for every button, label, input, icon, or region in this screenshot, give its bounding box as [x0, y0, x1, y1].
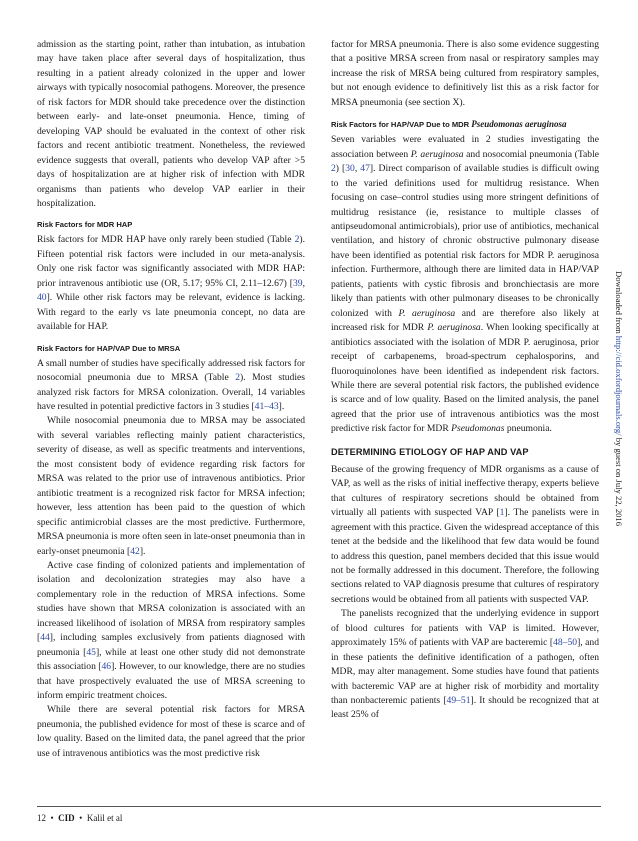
download-margin-note: Downloaded from http://cid.oxfordjournals.org/ by guest on July 22, 2016: [614, 271, 624, 527]
subsection-heading-mrsa: Risk Factors for HAP/VAP Due to MRSA: [37, 343, 181, 353]
paragraph: Seven variables were evaluated in 2 studies investigating the association between P. aeruginosa and nosocomial pneumonia (Table 2) [30, 47]. Direct comparison of available studies is difficult owing to the varied definitions used for multidrug resistance. When focusing on case–control studies using more stringent definitions of multidrug resistance (ie, resistance to multiple classes of antipseudomonal antimicrobials), prior use of antibiotics, mechanical ventilation, and history of chronic obstructive pulmonary disease have been identified as potential risk factors for MDR P. aeruginosa infection. Furthermore, although there are limited data in HAP/VAP patients, patients with cystic fibrosis and bronchiectasis are more likely than patients with other pulmonary diseases to be chronically colonized with P. aeruginosa and are therefore also likely at increased risk for MDR P. aeruginosa. When looking specifically at antibiotics associated with the isolation of MDR P. aeruginosa, prior receipt of carbapenems, broad-spectrum cephalosporins, and fluoroquinolones have been identified as independent risk factors. While there are several potential risk factors, the published evidence is scarce and of low quality. Based on the limited analysis, the panel agreed that the prior use of intravenous antibiotics was the most predictive risk factor for MDR Pseudomonas pneumonia.: [331, 134, 600, 435]
citation-link[interactable]: 1: [499, 507, 505, 519]
paragraph: While there are several potential risk factors for MRSA pneumonia, the published evidence for most of these is scarce and of low quality. Based on the limited data, the panel agreed that the prior use of intravenous antibiotics was the most predictive risk: [37, 704, 305, 759]
subsection-heading-mdr-hap: Risk Factors for MDR HAP: [37, 220, 133, 230]
citation-link[interactable]: 39: [293, 277, 303, 289]
footer-bullet: •: [79, 813, 83, 823]
left-column: [37, 38, 305, 761]
subsection-heading-pseudomonas: Risk Factors for HAP/VAP Due to MDR Pseudomonas aeruginosa: [331, 119, 567, 130]
right-column: [331, 38, 599, 723]
page-number: 12: [37, 813, 46, 823]
citation-link[interactable]: 41–43: [254, 400, 279, 412]
table-link[interactable]: 2: [331, 163, 336, 175]
citation-link[interactable]: 42: [130, 545, 140, 557]
table-link[interactable]: 2: [294, 234, 300, 246]
citation-link[interactable]: 44: [40, 632, 50, 644]
citation-link[interactable]: 47: [360, 163, 370, 175]
journal-site-link[interactable]: http://cid.oxfordjournals.org/: [614, 335, 624, 436]
table-link[interactable]: 2: [235, 372, 241, 384]
citation-link[interactable]: 40: [37, 292, 47, 304]
running-authors: Kalil et al: [86, 813, 123, 823]
journal-name: CID: [58, 813, 75, 823]
citation-link[interactable]: 49–51: [446, 695, 471, 707]
paragraph: Risk factors for MDR HAP have only rarely been studied (Table 2). Fifteen potential risk factors were included in our meta-analysis. Only one risk factor was significantly associated with MDR HAP: prior intravenous antibiotic use (OR, 5.17; 95% CI, 2.11–12.67) [39, 40]. While other risk factors may be relevant, evidence is lacking. With regard to the early vs late pneumonia concept, no data are available for HAP.: [37, 234, 305, 333]
paragraph: Active case finding of colonized patients and implementation of isolation and decolonization strategies may also have a complementary role in the reduction of MRSA infections. Some studies have shown that MRSA colonization is associated with an increased likelihood of isolation of MRSA from respiratory samples [44], including samples exclusively from patients diagnosed with pneumonia [45], while at least one other study did not demonstrate this association [46]. However, to our knowledge, there are no studies that have prospectively evaluated the use of MRSA screening to inform empiric treatment choices.: [37, 559, 305, 702]
paragraph: factor for MRSA pneumonia. There is also some evidence suggesting that a positive MRSA screen from nasal or respiratory samples may increase the risk of MRSA being cultured from respiratory samples, but not enough evidence to definitively list this as a risk factor for MRSA pneumonia (see section X).: [331, 39, 599, 108]
citation-link[interactable]: 30: [345, 163, 355, 175]
citation-link[interactable]: 46: [101, 661, 112, 673]
section-heading-etiology: DETERMINING ETIOLOGY OF HAP AND VAP: [331, 446, 529, 457]
page-footer: [37, 812, 122, 824]
footer-bullet: •: [50, 813, 54, 823]
paragraph: Because of the growing frequency of MDR organisms as a cause of VAP, as well as the risks of initial ineffective therapy, experts believe that cultures of respiratory secretions should be obtained from virtually all patients with suspected VAP [1]. The panelists were in agreement with this practice. Given the widespread acceptance of this tenet at the bedside and the likelihood that few data would be found to address this question, panel members decided that this issue would not be formally addressed in this document. Therefore, the following sections related to VAP diagnosis presume that cultures of respiratory secretions would be obtained from all patients with suspected VAP.: [331, 463, 599, 605]
footer-rule: [37, 806, 601, 807]
paragraph: A small number of studies have specifically addressed risk factors for nosocomial pneumonia due to MRSA (Table 2). Most studies analyzed risk factors for MRSA colonization. Overall, 14 variables have resulted in potential predictive factors in 3 studies [41–43].: [37, 357, 305, 412]
citation-link[interactable]: 48–50: [553, 637, 578, 649]
paragraph: While nosocomial pneumonia due to MRSA may be associated with several variables reflecting mainly patient characteristics, severity of disease, as well as specific treatments and interventions, the most consistent body of evidence regarding risk factors for MRSA was related to the prior use of intravenous antibiotics. Prior antibiotic treatment is a recognized risk factor for MRSA infection; however, less attention has been paid to the question of which specific antimicrobial classes are the most predictive. Furthermore, MRSA pneumonia is more often seen in late-onset pneumonia than in early-onset pneumonia [42].: [37, 415, 305, 557]
paragraph: admission as the starting point, rather than intubation, as intubation may have taken place after several days of hospitalization, thus resulting in a patient already colonized in the upper and lower airways with typically nosocomial pathogens. Moreover, the presence of risk factors for MDR should take precedence over the distinction between early- and late-onset pneumonia. Hence, timing of developing VAP should be evaluated in the context of other risk factors and recent antibiotic treatment. Nonetheless, the reviewed evidence suggests that overall, patients who develop VAP after >5 days of hospitalization are at higher risk of infection with MDR organisms than patients who develop VAP earlier in their hospitalization.: [37, 39, 305, 209]
paragraph: The panelists recognized that the underlying evidence in support of blood cultures for patients with VAP is limited. However, approximately 15% of patients with VAP are bacteremic [48–50], and in these patients the definitive identification of a pathogen, often MDR, may alter management. Some studies have found that patients with bacteremic VAP are at higher risk of morbidity and mortality than nonbacteremic patients [49–51]. It should be recognized that at least 25% of: [331, 608, 599, 721]
citation-link[interactable]: 45: [86, 646, 96, 658]
